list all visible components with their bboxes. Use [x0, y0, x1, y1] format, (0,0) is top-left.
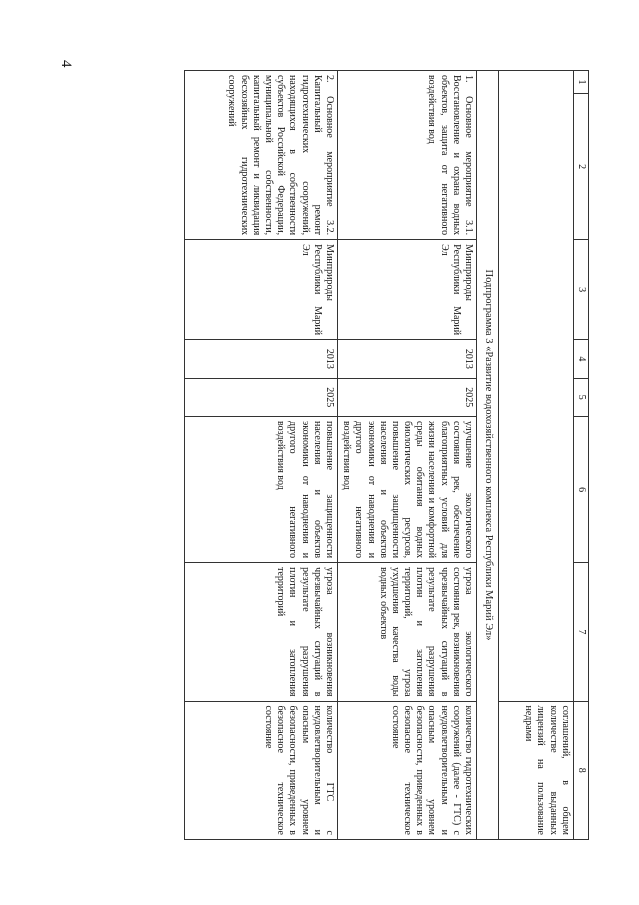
column-header: 1: [573, 71, 588, 94]
indicators-cell: количество ГТС с неудовлетворительным и опасным уровнем безопасности, приведенных в безопасное техническое состояние: [184, 701, 337, 839]
table-row: [184, 71, 337, 840]
page-number: 4: [58, 60, 74, 68]
continued-indicator-cell: соглашений, в общем количестве выданных лицензий на пользование недрами: [498, 701, 573, 839]
program-table: [184, 70, 589, 840]
result-cell: повышение защищенности населения и объектов экономики от наводнения и другого негативного воздействия вод: [184, 417, 337, 563]
empty-continuation-cell: [498, 71, 573, 702]
column-header: 3: [573, 240, 588, 340]
subprogram-title-row: [477, 71, 499, 840]
table-row: [337, 71, 476, 840]
consequences-cell: угроза возникновения чрезвычайных ситуаций в результате разрушения плотин и затопления территорий: [184, 563, 337, 701]
executor-cell: Минприроды Республики Марий Эл: [184, 240, 337, 340]
event-name: Основное мероприятие 3.1. Восстановление и охрана водных объектов, защита от негативного воздействия вод: [426, 75, 475, 236]
column-header: 8: [573, 701, 588, 839]
landscape-sheet: [89, 70, 589, 840]
row-number: 2.: [323, 75, 335, 97]
column-header: 7: [573, 563, 588, 701]
column-header: 2: [573, 94, 588, 240]
row-number: 1.: [463, 75, 475, 97]
end-year-cell: 2025: [184, 378, 337, 416]
continuation-row: [498, 71, 573, 840]
executor-cell: Минприроды Республики Марий Эл: [337, 240, 476, 340]
result-cell: улучшение экологического состояния рек, обеспечение благоприятных условий для жизни населения и комфортной среды обитания водных биологических ресурсов, повышение защищенности населения и объектов экономики от наводнения и другого негативного воздействия вод: [337, 417, 476, 563]
column-header: 4: [573, 340, 588, 378]
start-year-cell: 2013: [337, 340, 476, 378]
end-year-cell: 2025: [337, 378, 476, 416]
subprogram-title: Подпрограмма 3 «Развитие водохозяйственного комплекса Республики Марий Эл»: [477, 71, 499, 840]
start-year-cell: 2013: [184, 340, 337, 378]
event-name: Основное мероприятие 3.2. Капитальный ремонт гидротехнических сооружений, находящихся в собственности субъектов Российской Федерации, муниципальной собственности, капитальный ремонт и ликвидация бесхозяйных гидротехнических сооружений: [226, 75, 335, 236]
column-number-row: [573, 71, 588, 840]
column-header: 6: [573, 417, 588, 563]
event-cell: [184, 71, 337, 240]
event-cell: [337, 71, 476, 240]
indicators-cell: количество гидротехнических сооружений (далее - ГТС) с неудовлетворительным и опасным уровнем безопасности, приведенных в безопасное техническое состояние: [337, 701, 476, 839]
column-header: 5: [573, 378, 588, 416]
consequences-cell: угроза экологического состояния рек, возникновения чрезвычайных ситуаций в результате разрушения плотин и затопления территорий, угроза ухудшения качества воды водных объектов: [337, 563, 476, 701]
